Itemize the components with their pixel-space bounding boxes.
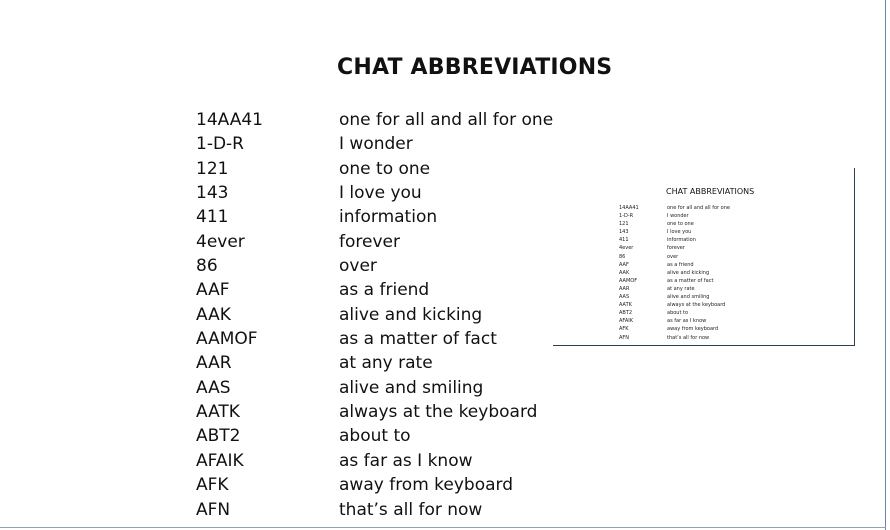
abbreviation: AAK	[196, 304, 231, 325]
thumbnail-row	[553, 213, 853, 221]
abbreviation-row	[0, 108, 560, 132]
thumbnail-abbreviation: AAS	[619, 294, 630, 301]
abbreviation-row	[0, 303, 560, 327]
meaning: one to one	[339, 158, 431, 179]
meaning: over	[339, 256, 377, 277]
thumbnail-abbreviation: 1-D-R	[619, 213, 634, 220]
thumbnail-row	[553, 270, 853, 278]
thumbnail-abbreviation: AAMOF	[619, 277, 638, 284]
thumbnail-abbreviation: AFAIK	[619, 318, 634, 325]
thumbnail-abbreviation: AAF	[619, 261, 629, 268]
thumbnail-row	[553, 237, 853, 245]
thumbnail-abbreviation: 4ever	[619, 245, 634, 252]
thumbnail-meaning: forever	[667, 245, 685, 252]
abbreviation-row	[0, 132, 560, 156]
meaning: as a friend	[339, 280, 430, 301]
thumbnail-row	[553, 302, 853, 310]
thumbnail-title: CHAT ABBREVIATIONS	[666, 187, 755, 196]
abbreviation: AAR	[196, 353, 232, 374]
meaning: information	[339, 207, 438, 228]
abbreviation-row	[0, 473, 560, 497]
abbreviation: 411	[196, 207, 229, 228]
thumbnail-row	[553, 310, 853, 318]
meaning: alive and smiling	[339, 377, 484, 398]
thumbnail-row	[553, 245, 853, 253]
thumbnail-abbreviation: 14AA41	[619, 205, 639, 211]
thumbnail-abbreviation: 411	[619, 237, 629, 244]
thumbnail-row	[553, 278, 853, 286]
meaning: always at the keyboard	[339, 402, 538, 423]
thumbnail-meaning: alive and kicking	[667, 269, 710, 276]
meaning: as far as I know	[339, 450, 473, 471]
meaning: at any rate	[339, 353, 433, 374]
abbreviation: 4ever	[196, 231, 245, 252]
abbreviation-row	[0, 205, 560, 229]
thumbnail-meaning: at any rate	[667, 285, 695, 292]
window-bottom-edge	[0, 527, 886, 528]
page-thumbnail[interactable]	[553, 168, 855, 346]
thumbnail-abbreviation: 143	[619, 229, 629, 236]
thumbnail-row	[553, 262, 853, 270]
abbreviation: 86	[196, 256, 218, 277]
abbreviation-row	[0, 424, 560, 448]
thumbnail-row	[553, 326, 853, 334]
thumbnail-meaning: one to one	[667, 221, 694, 228]
meaning: that’s all for now	[339, 499, 483, 520]
thumbnail-meaning: one for all and all for one	[667, 205, 730, 211]
thumbnail-meaning: over	[667, 253, 679, 260]
abbreviation-list	[0, 108, 560, 522]
abbreviation: AAF	[196, 280, 230, 301]
abbreviation-row	[0, 400, 560, 424]
thumbnail-meaning: as a matter of fact	[667, 277, 714, 284]
abbreviation: AFK	[196, 475, 229, 496]
meaning: away from keyboard	[339, 475, 514, 496]
abbreviation: 1-D-R	[196, 134, 244, 155]
thumbnail-row	[553, 205, 853, 213]
thumbnail-meaning: information	[667, 237, 696, 244]
abbreviation: AAMOF	[196, 329, 258, 350]
abbreviation-row	[0, 157, 560, 181]
thumbnail-abbreviation: 121	[619, 221, 629, 228]
thumbnail-row	[553, 294, 853, 302]
abbreviation: 14AA41	[196, 110, 263, 130]
thumbnail-abbreviation: AATK	[619, 302, 632, 309]
thumbnail-abbreviation: ABT2	[619, 310, 633, 317]
window-right-edge	[885, 0, 886, 530]
thumbnail-abbreviation: AFK	[619, 326, 629, 333]
meaning: about to	[339, 426, 411, 447]
abbreviation-row	[0, 254, 560, 278]
thumbnail-meaning: as far as I know	[667, 318, 707, 325]
meaning: forever	[339, 231, 400, 252]
abbreviation-row	[0, 230, 560, 254]
thumbnail-abbreviation: AAK	[619, 269, 630, 276]
abbreviation: 143	[196, 183, 229, 204]
meaning: I love you	[339, 183, 422, 204]
abbreviation: ABT2	[196, 426, 241, 447]
abbreviation: AATK	[196, 402, 240, 423]
abbreviation-row	[0, 278, 560, 302]
abbreviation-row	[0, 449, 560, 473]
thumbnail-row	[553, 254, 853, 262]
meaning: alive and kicking	[339, 304, 483, 325]
abbreviation-row	[0, 376, 560, 400]
thumbnail-meaning: that’s all for now	[667, 334, 710, 341]
abbreviation: AFN	[196, 499, 231, 520]
abbreviation: AAS	[196, 377, 231, 398]
abbreviation: 121	[196, 158, 229, 179]
abbreviation-row	[0, 181, 560, 205]
abbreviation-row	[0, 327, 560, 351]
thumbnail-abbreviation: AAR	[619, 285, 630, 292]
thumbnail-row	[553, 229, 853, 237]
thumbnail-row	[553, 318, 853, 326]
page-title: CHAT ABBREVIATIONS	[337, 55, 613, 80]
abbreviation: AFAIK	[196, 450, 244, 471]
thumbnail-meaning: about to	[667, 310, 689, 317]
thumbnail-abbreviation: 86	[619, 253, 626, 260]
thumbnail-meaning: I love you	[667, 229, 692, 236]
thumbnail-meaning: away from keyboard	[667, 326, 719, 333]
thumbnail-meaning: as a friend	[667, 261, 694, 268]
meaning: I wonder	[339, 134, 413, 155]
abbreviation-row	[0, 351, 560, 375]
thumbnail-meaning: always at the keyboard	[667, 302, 726, 309]
abbreviation-row	[0, 498, 560, 522]
thumbnail-abbreviation: AFN	[619, 334, 630, 341]
thumbnail-meaning: alive and smiling	[667, 294, 710, 301]
thumbnail-list	[553, 205, 853, 343]
thumbnail-meaning: I wonder	[667, 213, 689, 220]
meaning: one for all and all for one	[339, 110, 554, 130]
thumbnail-row	[553, 221, 853, 229]
thumbnail-row	[553, 286, 853, 294]
meaning: as a matter of fact	[339, 329, 497, 350]
thumbnail-row	[553, 335, 853, 343]
